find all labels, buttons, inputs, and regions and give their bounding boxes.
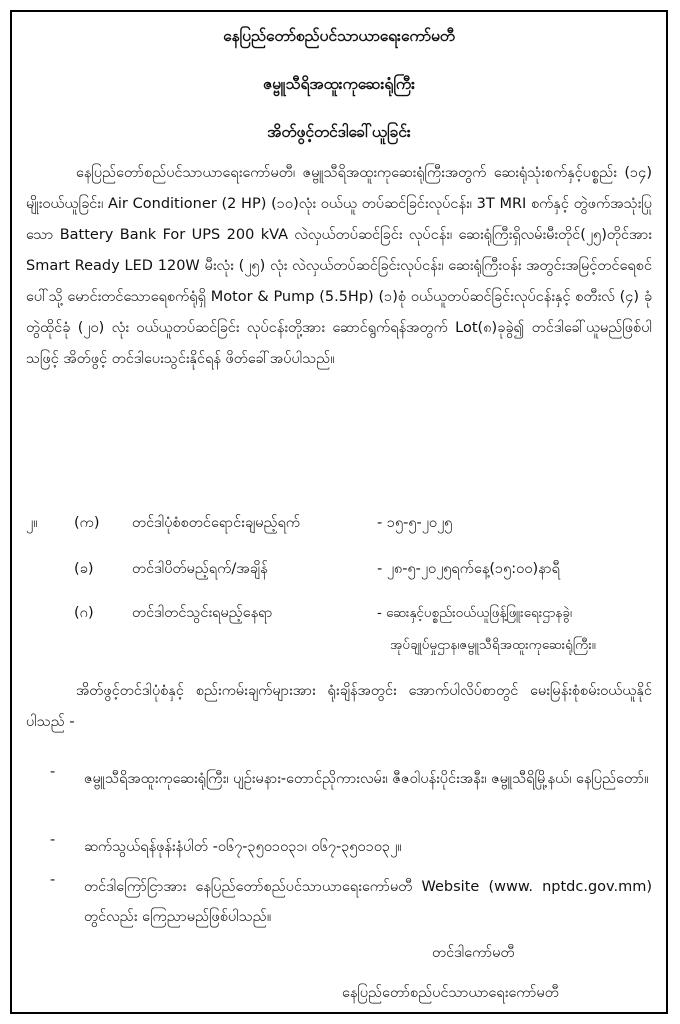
- row-label: တင်ဒါပိတ်မည့်ရက်/အချိန်: [132, 561, 268, 577]
- schedule-row-closing-date: [12, 560, 666, 592]
- bullet-text: ဇမ္ဗူသီရိအထူးကုဆေးရုံကြီး၊ ပျဉ်းမနား-တောင်ညိုကားလမ်း၊ ဇီဇဝါပန်းပိုင်းအနီး၊ ဇမ္ဗူသီရိမြို့နယ်၊ နေပြည်တော်။: [84, 771, 649, 787]
- signature-committee: တင်ဒါကော်မတီ: [432, 945, 515, 961]
- row-mark: (က): [74, 515, 100, 531]
- row-label: တင်ဒါပုံစံစတင်ရောင်းချမည့်ရက်: [132, 515, 301, 531]
- section-3-text: အိတ်ဖွင့်တင်ဒါပုံစံနှင့် စည်းကမ်းချက်များအား ရုံးချိန်အတွင်း အောက်ပါလိပ်စာတွင် မေးမြန်းစုံစမ်းဝယ်ယူနိုင်ပါသည် -: [26, 683, 652, 730]
- row-label: တင်ဒါတင်သွင်းရမည့်နေရာ: [132, 605, 273, 621]
- schedule-row-submission-place-cont: [12, 636, 666, 668]
- header-committee: နေပြည်တော်စည်ပင်သာယာရေးကော်မတီ: [223, 27, 455, 45]
- section-3: [26, 676, 652, 738]
- bullet-text: ဆက်သွယ်ရန်ဖုန်းနံပါတ် -၀၆၇-၃၅၀၁၀၃၁၊ ၀၆၇-၃၅၀၁၀၃၂။: [84, 839, 402, 855]
- schedule-row-submission-place: [12, 604, 666, 636]
- schedule-row-sale-date: [12, 514, 666, 546]
- section-1-text: နေပြည်တော်စည်ပင်သာယာရေးကော်မတီ၊ ဇမ္ဗူသီရိအထူးကုဆေးရုံကြီးအတွက် ဆေးရုံသုံးစက်နှင့်ပစ္စည်း (၁၄) မျိုးဝယ်ယူခြင်း၊ Air Conditioner (2 HP) (၁၀)လုံး ဝယ်ယူ တပ်ဆင်ခြင်းလုပ်ငန်း၊ 3T MRI စက်နှင့် တွဲဖက်အသုံးပြုသော Battery Bank For UPS 200 kVA လဲလှယ်တပ်ဆင်ခြင်း လုပ်ငန်း၊ ဆေးရုံကြီးရှိလမ်းမီးတိုင်(၂၅)တိုင်အား Smart Ready LED 120W မီးလုံး (၂၅) လုံး လဲလှယ်တပ်ဆင်ခြင်းလုပ်ငန်း၊ ဆေးရုံကြီးဝန်း အတွင်းအမြင့်တင်ရေစင်ပေါ်သို့ မောင်းတင်သောရေစက်ရုံရှိ Motor & Pump (5.5Hp) (၁)စုံ ဝယ်ယူတပ်ဆင်ခြင်းလုပ်ငန်းနှင့် စတီးလ် (၄) ခုံတွဲထိုင်ခုံ (၂၀) လုံး ဝယ်ယူတပ်ဆင်ခြင်း လုပ်ငန်းတို့အား ဆောင်ရွက်ရန်အတွက် Lot(၈)ခုခွဲ၍ တင်ဒါခေါ်ယူမည်ဖြစ်ပါသဖြင့် အိတ်ဖွင့် တင်ဒါပေးသွင်းနိုင်ရန် ဖိတ်ခေါ်အပ်ပါသည်။: [26, 165, 652, 367]
- row-mark: (ခ): [74, 561, 94, 577]
- row-value: - ၂၈-၅-၂၀၂၅ရက်နေ့(၁၅:၀၀)နာရီ: [377, 561, 560, 577]
- section-1: [26, 158, 652, 375]
- bullet-text: တင်ဒါကြော်ငြာအား နေပြည်တော်စည်ပင်သာယာရေးကော်မတီ Website (www. nptdc.gov.mm) တွင်လည်း ကြေညာမည်ဖြစ်ပါသည်။: [84, 879, 652, 925]
- tender-notice: [10, 10, 668, 1014]
- bullet-dash: -: [50, 832, 56, 848]
- row-value-cont: အုပ်ချုပ်မှုဌာန၊ဇမ္ဗူသီရိအထူးကုဆေးရုံကြီး။: [390, 637, 596, 653]
- row-value: - ၁၅-၅-၂၀၂၅: [377, 515, 453, 531]
- bullet-dash: -: [50, 872, 56, 888]
- bullet-dash: -: [50, 764, 56, 780]
- section-2-number: ၂။: [26, 515, 38, 531]
- signature-organization: နေပြည်တော်စည်ပင်သာယာရေးကော်မတီ: [342, 985, 559, 1001]
- row-value: - ဆေးနှင့်ပစ္စည်းဝယ်ယူဖြန့်ဖြူးရေးဌာနခွဲ၊: [377, 605, 572, 621]
- row-mark: (ဂ): [74, 605, 94, 621]
- header-hospital: ဇမ္ဗူသီရိအထူးကုဆေးရုံကြီး: [262, 75, 416, 93]
- header-title: အိတ်ဖွင့်တင်ဒါခေါ်ယူခြင်း: [267, 123, 411, 141]
